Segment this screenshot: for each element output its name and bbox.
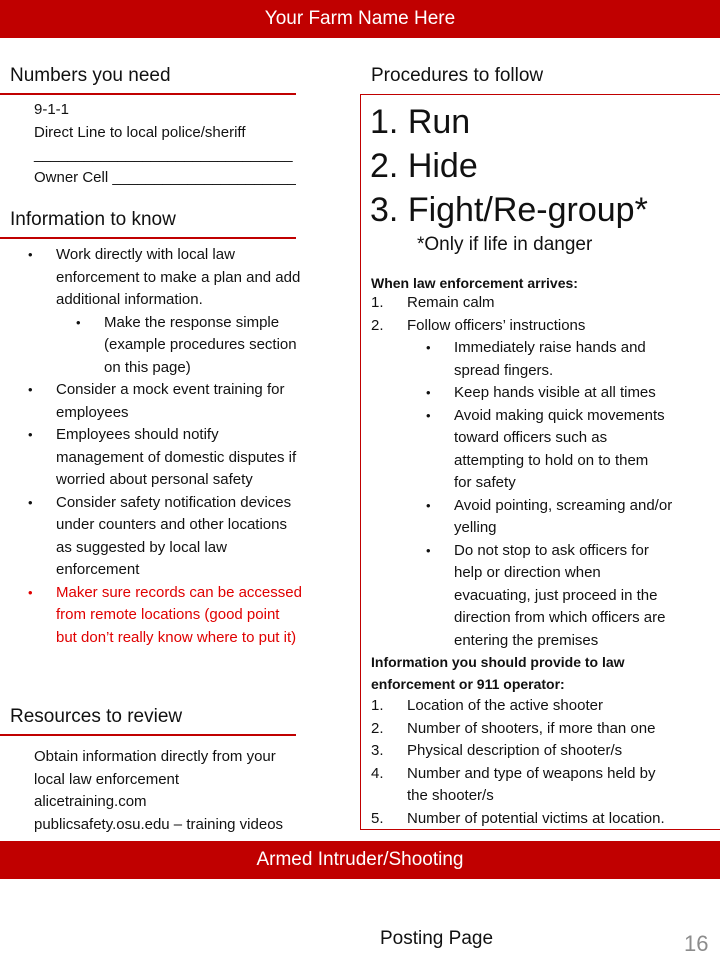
info-bullet-red: • Maker sure records can be accessed from remote locations (good point but don’t really know where to put it) [56,582,356,650]
page-number: 16 [684,931,709,956]
info-bullet: • Work directly with local law enforcement to make a plan and add additional information. [56,244,356,312]
arrive-bullet: • Immediately raise hands and spread fingers. [454,337,716,382]
resources-rule [0,734,296,736]
page-title: Armed Intruder/Shooting [256,849,464,870]
posting-page-label: Posting Page [380,928,494,949]
arrive-bullet: • Keep hands visible at all times [454,382,716,405]
provide-step: 2. Number of shooters, if more than one [371,719,656,737]
information-rule [0,237,296,239]
resource-line: alicetraining.com [34,793,147,810]
arrive-step: 1. Remain calm [371,294,495,311]
provide-steps [371,695,717,830]
provide-step: 5. Number of potential victims at location. [371,809,665,827]
resource-line: local law enforcement [34,770,180,788]
number-line: Owner Cell ______________________ [34,168,296,186]
arrive-heading: When law enforcement arrives: [371,275,578,291]
arrive-steps [371,292,717,337]
numbers-heading: Numbers you need [10,65,171,86]
farm-name: Your Farm Name Here [264,8,456,29]
number-line: _______________________________ [34,146,293,163]
info-sub-bullet: • Make the response simple (example procedures section on this page) [104,312,356,380]
step-run: 1. Run [370,103,471,141]
page-title-banner [0,841,720,879]
resources-list [34,746,354,836]
resources-heading: Resources to review [10,706,183,727]
step-note: *Only if life in danger [417,234,593,255]
provide-step: 3. Physical description of shooter/s [371,742,623,759]
resource-line: Obtain information directly from your [34,748,276,765]
arrive-bullets [454,337,716,652]
resource-line: publicsafety.osu.edu – training videos [34,815,284,833]
numbers-list [34,99,334,189]
step-fight: 3. Fight/Re-group* [370,191,648,229]
numbers-rule [0,93,296,95]
provide-step: 4. Number and type of weapons held by the shooter/s [371,764,656,804]
arrive-bullet: • Avoid pointing, screaming and/or yelling [454,495,716,540]
farm-name-banner [0,0,720,38]
procedures-heading: Procedures to follow [371,65,544,86]
step-hide: 2. Hide [370,147,478,185]
information-list [56,244,356,649]
arrive-step: 2. Follow officers’ instructions [371,316,586,334]
info-bullet: • Consider safety notification devices under counters and other locations as suggested by local law enforcement [56,492,356,582]
provide-step: 1. Location of the active shooter [371,697,603,714]
arrive-bullet: • Do not stop to ask officers for help or direction when evacuating, just proceed in the direction from which officers are entering the premises [454,540,716,653]
number-line: Direct Line to local police/sheriff [34,123,246,141]
provide-heading: Information you should provide to law enforcement or 911 operator: [371,654,625,692]
information-heading: Information to know [10,209,176,230]
info-bullet: • Consider a mock event training for employees [56,379,356,424]
arrive-bullet: • Avoid making quick movements toward officers such as attempting to hold on to them for safety [454,405,716,495]
info-bullet: • Employees should notify management of domestic disputes if worried about personal safety [56,424,356,492]
number-line: 9-1-1 [34,101,70,118]
